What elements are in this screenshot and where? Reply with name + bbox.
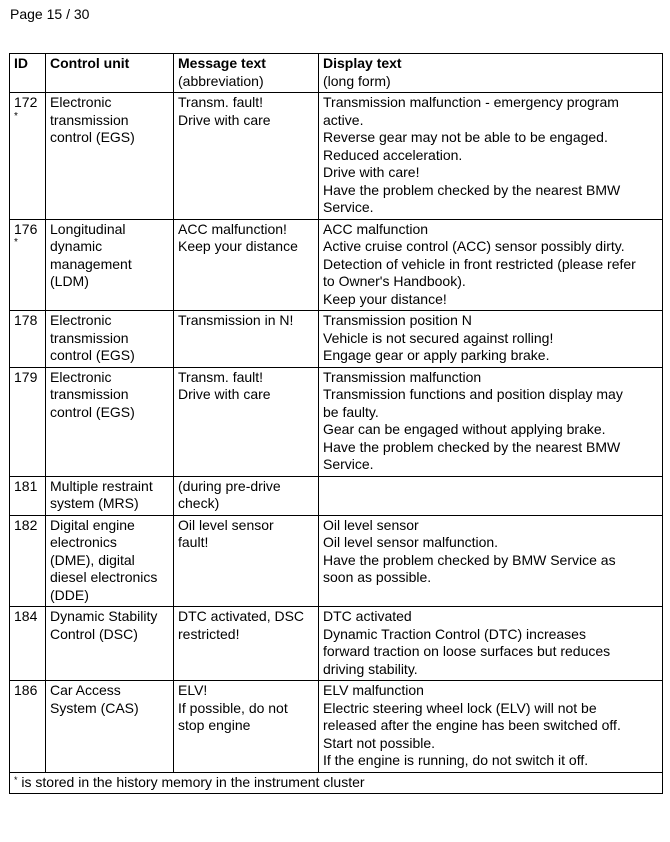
table-row bbox=[10, 515, 663, 607]
message-line: Keep your distance bbox=[178, 238, 298, 254]
message-line: fault! bbox=[178, 534, 209, 550]
message-line: ELV! bbox=[178, 682, 208, 698]
cell-id bbox=[10, 311, 46, 368]
page-total: 30 bbox=[73, 6, 90, 22]
display-line: Engage gear or apply parking brake. bbox=[323, 347, 550, 363]
cell-message-text bbox=[174, 367, 319, 476]
cell-display-text bbox=[319, 311, 663, 368]
display-line: Oil level sensor malfunction. bbox=[323, 534, 499, 550]
display-line: DTC activated bbox=[323, 608, 412, 624]
footnote-mark: * bbox=[14, 774, 18, 785]
display-line: Have the problem checked by the nearest BMW bbox=[323, 438, 621, 455]
control-unit-line: electronics bbox=[50, 534, 117, 550]
footnote-text: is stored in the history memory in the instrument cluster bbox=[17, 773, 365, 790]
message-line: (during pre-drive bbox=[178, 477, 281, 494]
cell-message-text bbox=[174, 607, 319, 681]
message-line: check) bbox=[178, 495, 220, 511]
control-unit-line: dynamic bbox=[50, 238, 103, 254]
table-row bbox=[10, 93, 663, 220]
display-line: Transmission functions and position display may bbox=[323, 386, 623, 402]
message-id: 181 bbox=[14, 477, 38, 494]
display-line: Detection of vehicle in front restricted (please refer bbox=[323, 255, 636, 272]
display-line: Service. bbox=[323, 456, 374, 472]
message-line: DTC activated, DSC bbox=[178, 608, 305, 624]
cell-control-unit bbox=[46, 476, 174, 515]
cell-id bbox=[10, 607, 46, 681]
display-line: driving stability. bbox=[323, 660, 418, 677]
cell-id bbox=[10, 476, 46, 515]
control-unit-line: System (CAS) bbox=[50, 699, 139, 716]
display-line: Drive with care! bbox=[323, 164, 420, 180]
control-unit-line: diesel electronics bbox=[50, 569, 158, 585]
cell-message-text bbox=[174, 515, 319, 607]
cell-id bbox=[10, 93, 46, 220]
table-row bbox=[10, 681, 663, 773]
cell-display-text bbox=[319, 219, 663, 311]
cell-display-text bbox=[319, 93, 663, 220]
table-row bbox=[10, 607, 663, 681]
display-line: Have the problem checked by the nearest BMW bbox=[323, 181, 621, 198]
control-unit-line: Electronic bbox=[50, 94, 112, 110]
display-line: Reduced acceleration. bbox=[323, 146, 463, 163]
display-line: Service. bbox=[323, 199, 374, 215]
control-unit-line: (DDE) bbox=[50, 586, 89, 603]
history-mark: * bbox=[14, 237, 18, 248]
history-mark: * bbox=[14, 110, 18, 122]
message-line: stop engine bbox=[178, 717, 251, 733]
cell-control-unit bbox=[46, 219, 174, 311]
display-line: Gear can be engaged without applying brake. bbox=[323, 421, 606, 437]
display-line: Dynamic Traction Control (DTC) increases bbox=[323, 625, 586, 642]
display-line: active. bbox=[323, 111, 364, 128]
message-id: 179 bbox=[14, 368, 38, 385]
cell-control-unit bbox=[46, 607, 174, 681]
display-line: Oil level sensor bbox=[323, 516, 419, 533]
header-message-text: Message text (abbreviation) bbox=[174, 54, 319, 93]
message-id: 172 bbox=[14, 94, 38, 110]
control-unit-line: control (EGS) bbox=[50, 403, 135, 420]
display-line: to Owner's Handbook). bbox=[323, 273, 466, 289]
message-line: If possible, do not bbox=[178, 699, 288, 716]
message-id: 178 bbox=[14, 312, 38, 328]
control-unit-line: control (EGS) bbox=[50, 129, 135, 145]
page-number bbox=[10, 6, 89, 22]
header-control-unit: Control unit bbox=[46, 54, 174, 93]
header-id: ID bbox=[10, 54, 46, 93]
cell-display-text bbox=[319, 681, 663, 773]
message-line: ACC malfunction! bbox=[178, 220, 287, 237]
control-unit-line: transmission bbox=[50, 386, 129, 402]
message-line: Transm. fault! bbox=[178, 368, 264, 385]
control-unit-line: (DME), digital bbox=[50, 551, 135, 568]
cell-display-text bbox=[319, 515, 663, 607]
footnote-row bbox=[10, 772, 663, 794]
control-unit-line: Car Access bbox=[50, 682, 121, 698]
cell-id bbox=[10, 367, 46, 476]
display-line: Have the problem checked by BMW Service as bbox=[323, 551, 616, 568]
display-line: Transmission malfunction bbox=[323, 368, 482, 385]
control-unit-line: management bbox=[50, 255, 132, 272]
control-unit-line: Multiple restraint bbox=[50, 477, 153, 494]
table-header-row bbox=[10, 54, 663, 93]
cell-message-text bbox=[174, 93, 319, 220]
cell-id bbox=[10, 515, 46, 607]
cell-control-unit bbox=[46, 367, 174, 476]
display-line: Vehicle is not secured against rolling! bbox=[323, 329, 554, 346]
message-line: restricted! bbox=[178, 625, 240, 642]
table-row bbox=[10, 367, 663, 476]
cell-message-text bbox=[174, 219, 319, 311]
message-id: 186 bbox=[14, 682, 38, 698]
display-line: ELV malfunction bbox=[323, 682, 424, 698]
cell-display-text bbox=[319, 607, 663, 681]
control-unit-line: Digital engine bbox=[50, 516, 135, 533]
display-line: forward traction on loose surfaces but reduces bbox=[323, 643, 611, 659]
cell-message-text bbox=[174, 311, 319, 368]
message-line: Transmission in N! bbox=[178, 312, 294, 328]
control-unit-line: (LDM) bbox=[50, 273, 89, 289]
cell-control-unit bbox=[46, 681, 174, 773]
display-line: released after the engine has been switched off. bbox=[323, 717, 621, 733]
display-line: Reverse gear may not be able to be engaged. bbox=[323, 129, 608, 145]
footnote bbox=[10, 772, 663, 794]
display-line: be faulty. bbox=[323, 403, 379, 420]
cell-control-unit bbox=[46, 93, 174, 220]
display-line: Transmission malfunction - emergency program bbox=[323, 94, 619, 110]
display-line: Electric steering wheel lock (ELV) will not be bbox=[323, 699, 597, 716]
message-id: 176 bbox=[14, 220, 38, 237]
message-line: Drive with care bbox=[178, 386, 271, 402]
table-row bbox=[10, 219, 663, 311]
message-id: 182 bbox=[14, 516, 38, 533]
table-row bbox=[10, 311, 663, 368]
control-unit-line: Electronic bbox=[50, 312, 112, 328]
cell-message-text bbox=[174, 476, 319, 515]
control-unit-line: Control (DSC) bbox=[50, 625, 138, 642]
cell-control-unit bbox=[46, 515, 174, 607]
cell-id bbox=[10, 681, 46, 773]
control-unit-line: Electronic bbox=[50, 368, 112, 385]
table-row bbox=[10, 476, 663, 515]
cell-id bbox=[10, 219, 46, 311]
header-display-text: Display text (long form) bbox=[319, 54, 663, 93]
display-line: Active cruise control (ACC) sensor possibly dirty. bbox=[323, 238, 625, 254]
control-unit-line: system (MRS) bbox=[50, 495, 139, 511]
control-unit-line: transmission bbox=[50, 329, 129, 346]
message-table bbox=[9, 53, 663, 794]
control-unit-line: Longitudinal bbox=[50, 220, 126, 237]
cell-display-text bbox=[319, 367, 663, 476]
message-id: 184 bbox=[14, 608, 38, 624]
control-unit-line: transmission bbox=[50, 111, 129, 128]
message-line: Transm. fault! bbox=[178, 94, 264, 110]
message-line: Drive with care bbox=[178, 111, 271, 128]
cell-control-unit bbox=[46, 311, 174, 368]
display-line: Transmission position N bbox=[323, 312, 472, 328]
display-line: Start not possible. bbox=[323, 734, 436, 751]
display-line: soon as possible. bbox=[323, 569, 432, 585]
cell-display-text bbox=[319, 476, 663, 515]
cell-message-text bbox=[174, 681, 319, 773]
display-line: If the engine is running, do not switch it off. bbox=[323, 752, 589, 768]
display-line: Keep your distance! bbox=[323, 290, 447, 307]
display-line: ACC malfunction bbox=[323, 220, 429, 237]
message-line: Oil level sensor bbox=[178, 516, 274, 533]
page-separator: / bbox=[66, 6, 70, 22]
control-unit-line: control (EGS) bbox=[50, 347, 135, 363]
table-body bbox=[10, 93, 663, 773]
control-unit-line: Dynamic Stability bbox=[50, 608, 158, 624]
page-label: Page 15 bbox=[10, 6, 63, 22]
